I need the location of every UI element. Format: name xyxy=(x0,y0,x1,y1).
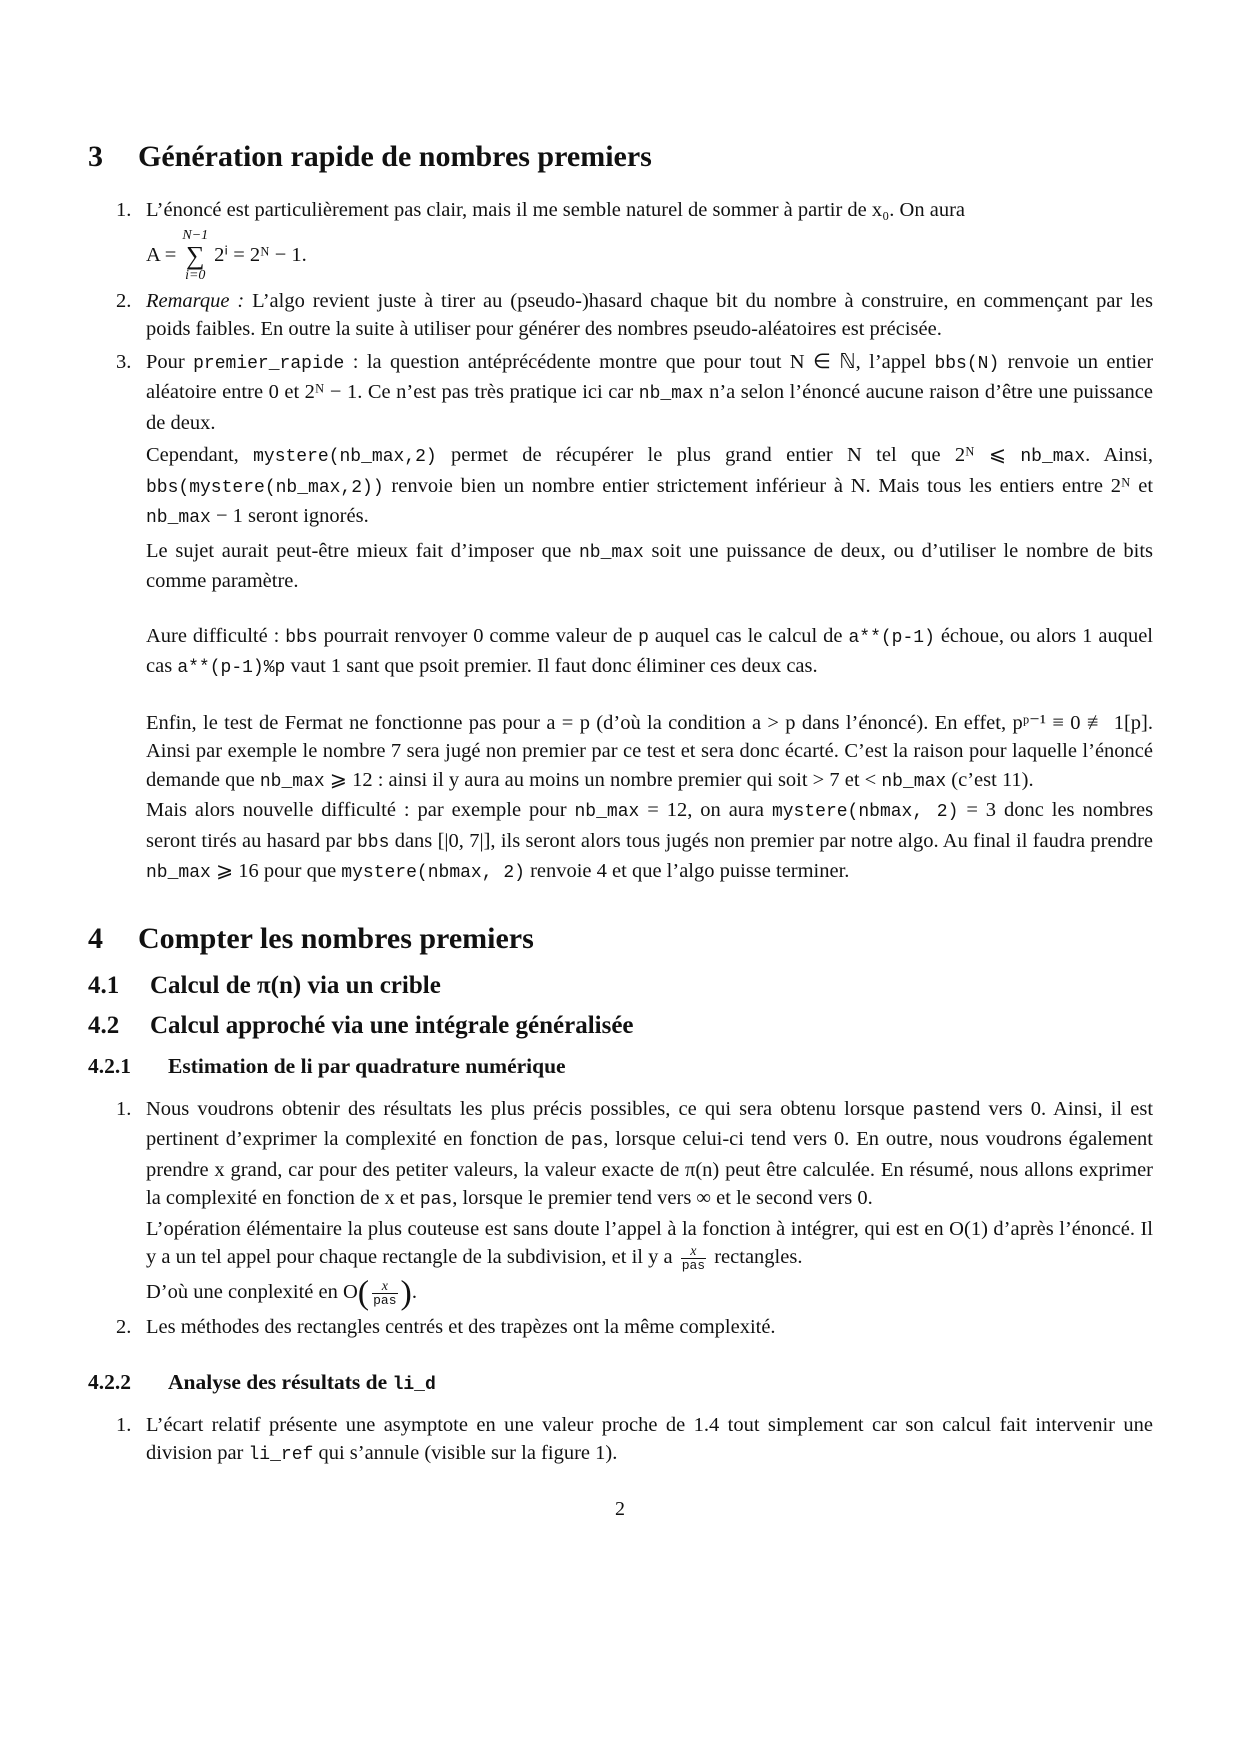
subsection-4-2-heading: 4.2 Calcul approché via une intégrale généralisée xyxy=(88,1011,634,1039)
paragraph: D’où une conplexité en O( $\frac{x}{\text{pas}}$ ). xyxy=(146,1274,417,1312)
paragraph: Remarque : L’algo revient juste à tirer au (pseudo-)hasard chaque bit du nombre à construire, en commençant par les poids faibles. En outre la suite à utiliser pour générer des nombres pseudo-aléatoires est précisée. xyxy=(146,289,1153,340)
paragraph: Aure difficulté : bbs pourrait renvoyer 0 comme valeur de p auquel cas le calcul de a**(p-1) échoue, ou alors 1 auquel cas a**(p-1)%p vaut 1 sant que psoit premier. Il faut donc éliminer ces deux cas. xyxy=(146,624,1153,678)
section-3-list xyxy=(88,196,1153,888)
section-4-heading xyxy=(88,922,1153,956)
list-item: 1. L’écart relatif présente une asymptote en une valeur proche de 1.4 tout simplement car son calcul fait intervenir une division par li_ref qui s’annule (visible sur la figure 1). xyxy=(88,1411,1153,1470)
subsection-4-1-heading: 4.1 Calcul de π(n) via un crible xyxy=(88,971,441,999)
section-title: Compter les nombres premiers xyxy=(138,921,534,955)
paragraph: Les méthodes des rectangles centrés et des trapèzes ont la même complexité. xyxy=(146,1316,776,1339)
paragraph: Cependant, mystere(nb_max,2) permet de récupérer le plus grand entier N tel que 2ᴺ ⩽ nb_max. Ainsi, bbs(mystere(nb_max,2)) renvoie bien un nombre entier strictement inférieur à N. Mais tous les entiers entre 2ᴺ et nb_max − 1 seront ignorés. xyxy=(146,444,1154,528)
sum-formula: A = N−1 ∑ i=0 2ⁱ = 2ᴺ − 1. xyxy=(146,227,307,283)
subsubsection-4-2-1-heading: 4.2.1 Estimation de li par quadrature numérique xyxy=(88,1053,566,1078)
paragraph: L’écart relatif présente une asymptote en une valeur proche de 1.4 tout simplement car son calcul fait intervenir une division par li_ref qui s’annule (visible sur la figure 1). xyxy=(146,1413,1153,1466)
subsubsection-4-2-2-list xyxy=(88,1411,1153,1470)
section-title: Génération rapide de nombres premiers xyxy=(138,140,652,173)
fraction: $\frac{x}{\text{pas}}$ xyxy=(373,1278,397,1308)
paragraph: L’opération élémentaire la plus couteuse est sans doute l’appel à la fonction à intégrer, qui est en O(1) d’après l’énoncé. Il y a un tel appel pour chaque rectangle de la subdivision, et il y a $\frac{x}{\text{pas}}$ rectangles. xyxy=(146,1217,1153,1273)
paragraph: L’énoncé est particulièrement pas clair, mais il me semble naturel de sommer à partir de x₀. On aura xyxy=(146,199,965,221)
page-content xyxy=(88,140,1153,1470)
paragraph: Pour premier_rapide : la question antéprécédente montre que pour tout N ∈ ℕ, l’appel bbs(N) renvoie un entier aléatoire entre 0 et 2ᴺ − 1. Ce n’est pas très pratique ici car nb_max n’a selon l’énoncé aucune raison d’être une puissance de deux. xyxy=(146,350,1154,434)
fraction: $\frac{x}{\text{pas}}$ xyxy=(681,1243,706,1273)
paragraph: Nous voudrons obtenir des résultats les plus précis possibles, ce qui sera obtenu lorsque pastend vers 0. Ainsi, il est pertinent d’exprimer la complexité en fonction de pas, lorsque celui-ci tend vers 0. En outre, nous voudrons également prendre x grand, car pour des petiter valeurs, la valeur exacte de π(n) peut être calculée. En résumé, nous allons exprimer la complexité en fonction de x et pas, lorsque le premier tend vers ∞ et le second vers 0. xyxy=(146,1097,1154,1210)
page-number: 2 xyxy=(615,1498,625,1520)
list-item: 1. Nous voudrons obtenir des résultats les plus précis possibles, ce qui sera obtenu lorsque pastend vers 0. Ainsi, il est pertinent d’exprimer la complexité en fonction de pas, lorsque celui-ci tend vers 0. En outre, nous voudrons également prendre x grand, car pour des petiter valeurs, la valeur exacte de π(n) peut être calculée. En résumé, nous allons exprimer la complexité en fonction de x et pas, lorsque le premier tend vers ∞ et le second vers 0. L’opération élémentaire la plus couteuse est sans doute l’appel à la fonction à intégrer, qui est en O(1) d’après l’énoncé. Il y a un tel appel pour chaque rectangle de la subdivision, et il y a $\frac{x}{\text{pas}}$ rectangles. D’où une conplexité en O( $\frac{x}{\text{pas}}$ ). xyxy=(88,1095,1153,1314)
paragraph: Le sujet aurait peut-être mieux fait d’imposer que nb_max soit une puissance de deux, ou d’utiliser le nombre de bits comme paramètre. xyxy=(146,539,1154,592)
list-item: 1. L’énoncé est particulièrement pas clair, mais il me semble naturel de sommer à partir de x₀. On aura A = N−1 ∑ i=0 2ⁱ = 2ᴺ − 1. xyxy=(88,196,1153,287)
subsubsection-4-2-1-list xyxy=(88,1095,1153,1342)
list-item: 3. Pour premier_rapide : la question antéprécédente montre que pour tout N ∈ ℕ, l’appel bbs(N) renvoie un entier aléatoire entre 0 et 2ᴺ − 1. Ce n’est pas très pratique ici car nb_max n’a selon l’énoncé aucune raison d’être une puissance de deux. Cependant, mystere(nb_max,2) permet de récupérer le plus grand entier N tel que 2ᴺ ⩽ nb_max. Ainsi, bbs(mystere(nb_max,2)) renvoie bien un nombre entier strictement inférieur à N. Mais tous les entiers entre 2ᴺ et nb_max − 1 seront ignorés. Le sujet aurait peut-être mieux fait d’imposer que nb_max soit une puissance de deux, ou d’utiliser le nombre de bits comme paramètre. Aure difficulté : bbs pourrait renvoyer 0 comme valeur de p auquel cas le calcul de a**(p-1) échoue, ou alors 1 auquel cas a**(p-1)%p vaut 1 sant que psoit premier. Il faut donc éliminer ces deux cas. Enfin, le test de Fermat ne fonctionne pas pour a = p (d’où la condition a > p dans l’énoncé). En effet, pᵖ⁻¹ ≡ 0 ≢ 1[p]. Ainsi par exemple le nombre 7 sera jugé non premier par ce test et sera donc écarté. C’est la raison pour laquelle l’énoncé demande que nb_max ⩾ 12 : ainsi il y aura au moins un nombre premier qui soit > 7 et < nb_max (c’est 11). Mais alors nouvelle difficulté : par exemple pour nb_max = 12, on aura mystere(nbmax, 2) = 3 donc les nombres seront tirés au hasard par bbs dans [|0, 7|], ils seront alors tous jugés non premier par notre algo. Au final il faudra prendre nb_max ⩾ 16 pour que mystere(nbmax, 2) renvoie 4 et que l’algo puisse terminer. xyxy=(88,348,1153,888)
section-3-heading xyxy=(88,140,1153,174)
list-item: 2. Remarque : L’algo revient juste à tirer au (pseudo-)hasard chaque bit du nombre à construire, en commençant par les poids faibles. En outre la suite à utiliser pour générer des nombres pseudo-aléatoires est précisée. xyxy=(88,287,1153,344)
subsubsection-4-2-2-heading: 4.2.2 Analyse des résultats de li_d xyxy=(88,1369,436,1395)
list-item: 2. Les méthodes des rectangles centrés et des trapèzes ont la même complexité. xyxy=(88,1313,1153,1342)
section-number: 3 xyxy=(88,140,103,173)
paragraph: Enfin, le test de Fermat ne fonctionne pas pour a = p (d’où la condition a > p dans l’énoncé). En effet, pᵖ⁻¹ ≡ 0 ≢ 1[p]. Ainsi par exemple le nombre 7 sera jugé non premier par ce test et sera donc écarté. C’est la raison pour laquelle l’énoncé demande que nb_max ⩾ 12 : ainsi il y aura au moins un nombre premier qui soit > 7 et < nb_max (c’est 11). xyxy=(146,711,1153,792)
section-number: 4 xyxy=(88,921,103,955)
paragraph: Mais alors nouvelle difficulté : par exemple pour nb_max = 12, on aura mystere(nbmax, 2) = 3 donc les nombres seront tirés au hasard par bbs dans [|0, 7|], ils seront alors tous jugés non premier par notre algo. Au final il faudra prendre nb_max ⩾ 16 pour que mystere(nbmax, 2) renvoie 4 et que l’algo puisse terminer. xyxy=(146,799,1154,883)
